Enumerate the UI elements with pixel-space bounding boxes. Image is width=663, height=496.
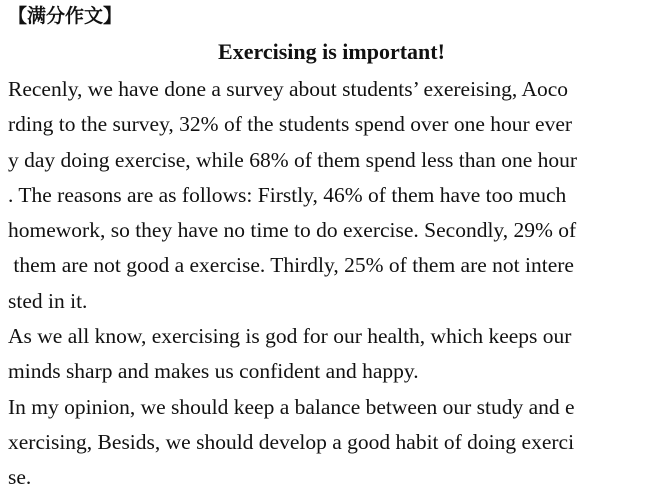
essay-line: rding to the survey, 32% of the students spend over one hour ever (8, 112, 573, 137)
essay-line: As we all know, exercising is god for our health, which keeps our (8, 324, 572, 349)
essay-line: them are not good a exercise. Thirdly, 25% of them are not intere (8, 253, 574, 278)
essay-line: sted in it. (8, 288, 88, 313)
essay-line: minds sharp and makes us confident and happy. (8, 359, 419, 384)
essay-body (8, 72, 658, 496)
essay-line: . The reasons are as follows: Firstly, 46% of them have too much (8, 182, 567, 207)
essay-line: homework, so they have no time to do exercise. Secondly, 29% of (8, 218, 577, 243)
essay-line: xercising, Besids, we should develop a good habit of doing exerci (8, 429, 575, 454)
section-heading: 【满分作文】 (8, 5, 123, 27)
essay-line: In my opinion, we should keep a balance between our study and e (8, 394, 575, 419)
essay-line: se. (8, 465, 32, 490)
essay-line: y day doing exercise, while 68% of them spend less than one hour (8, 147, 578, 172)
essay-line: Recenly, we have done a survey about students’ exereising, Aoco (8, 77, 569, 101)
essay-title: Exercising is important! (218, 39, 445, 64)
